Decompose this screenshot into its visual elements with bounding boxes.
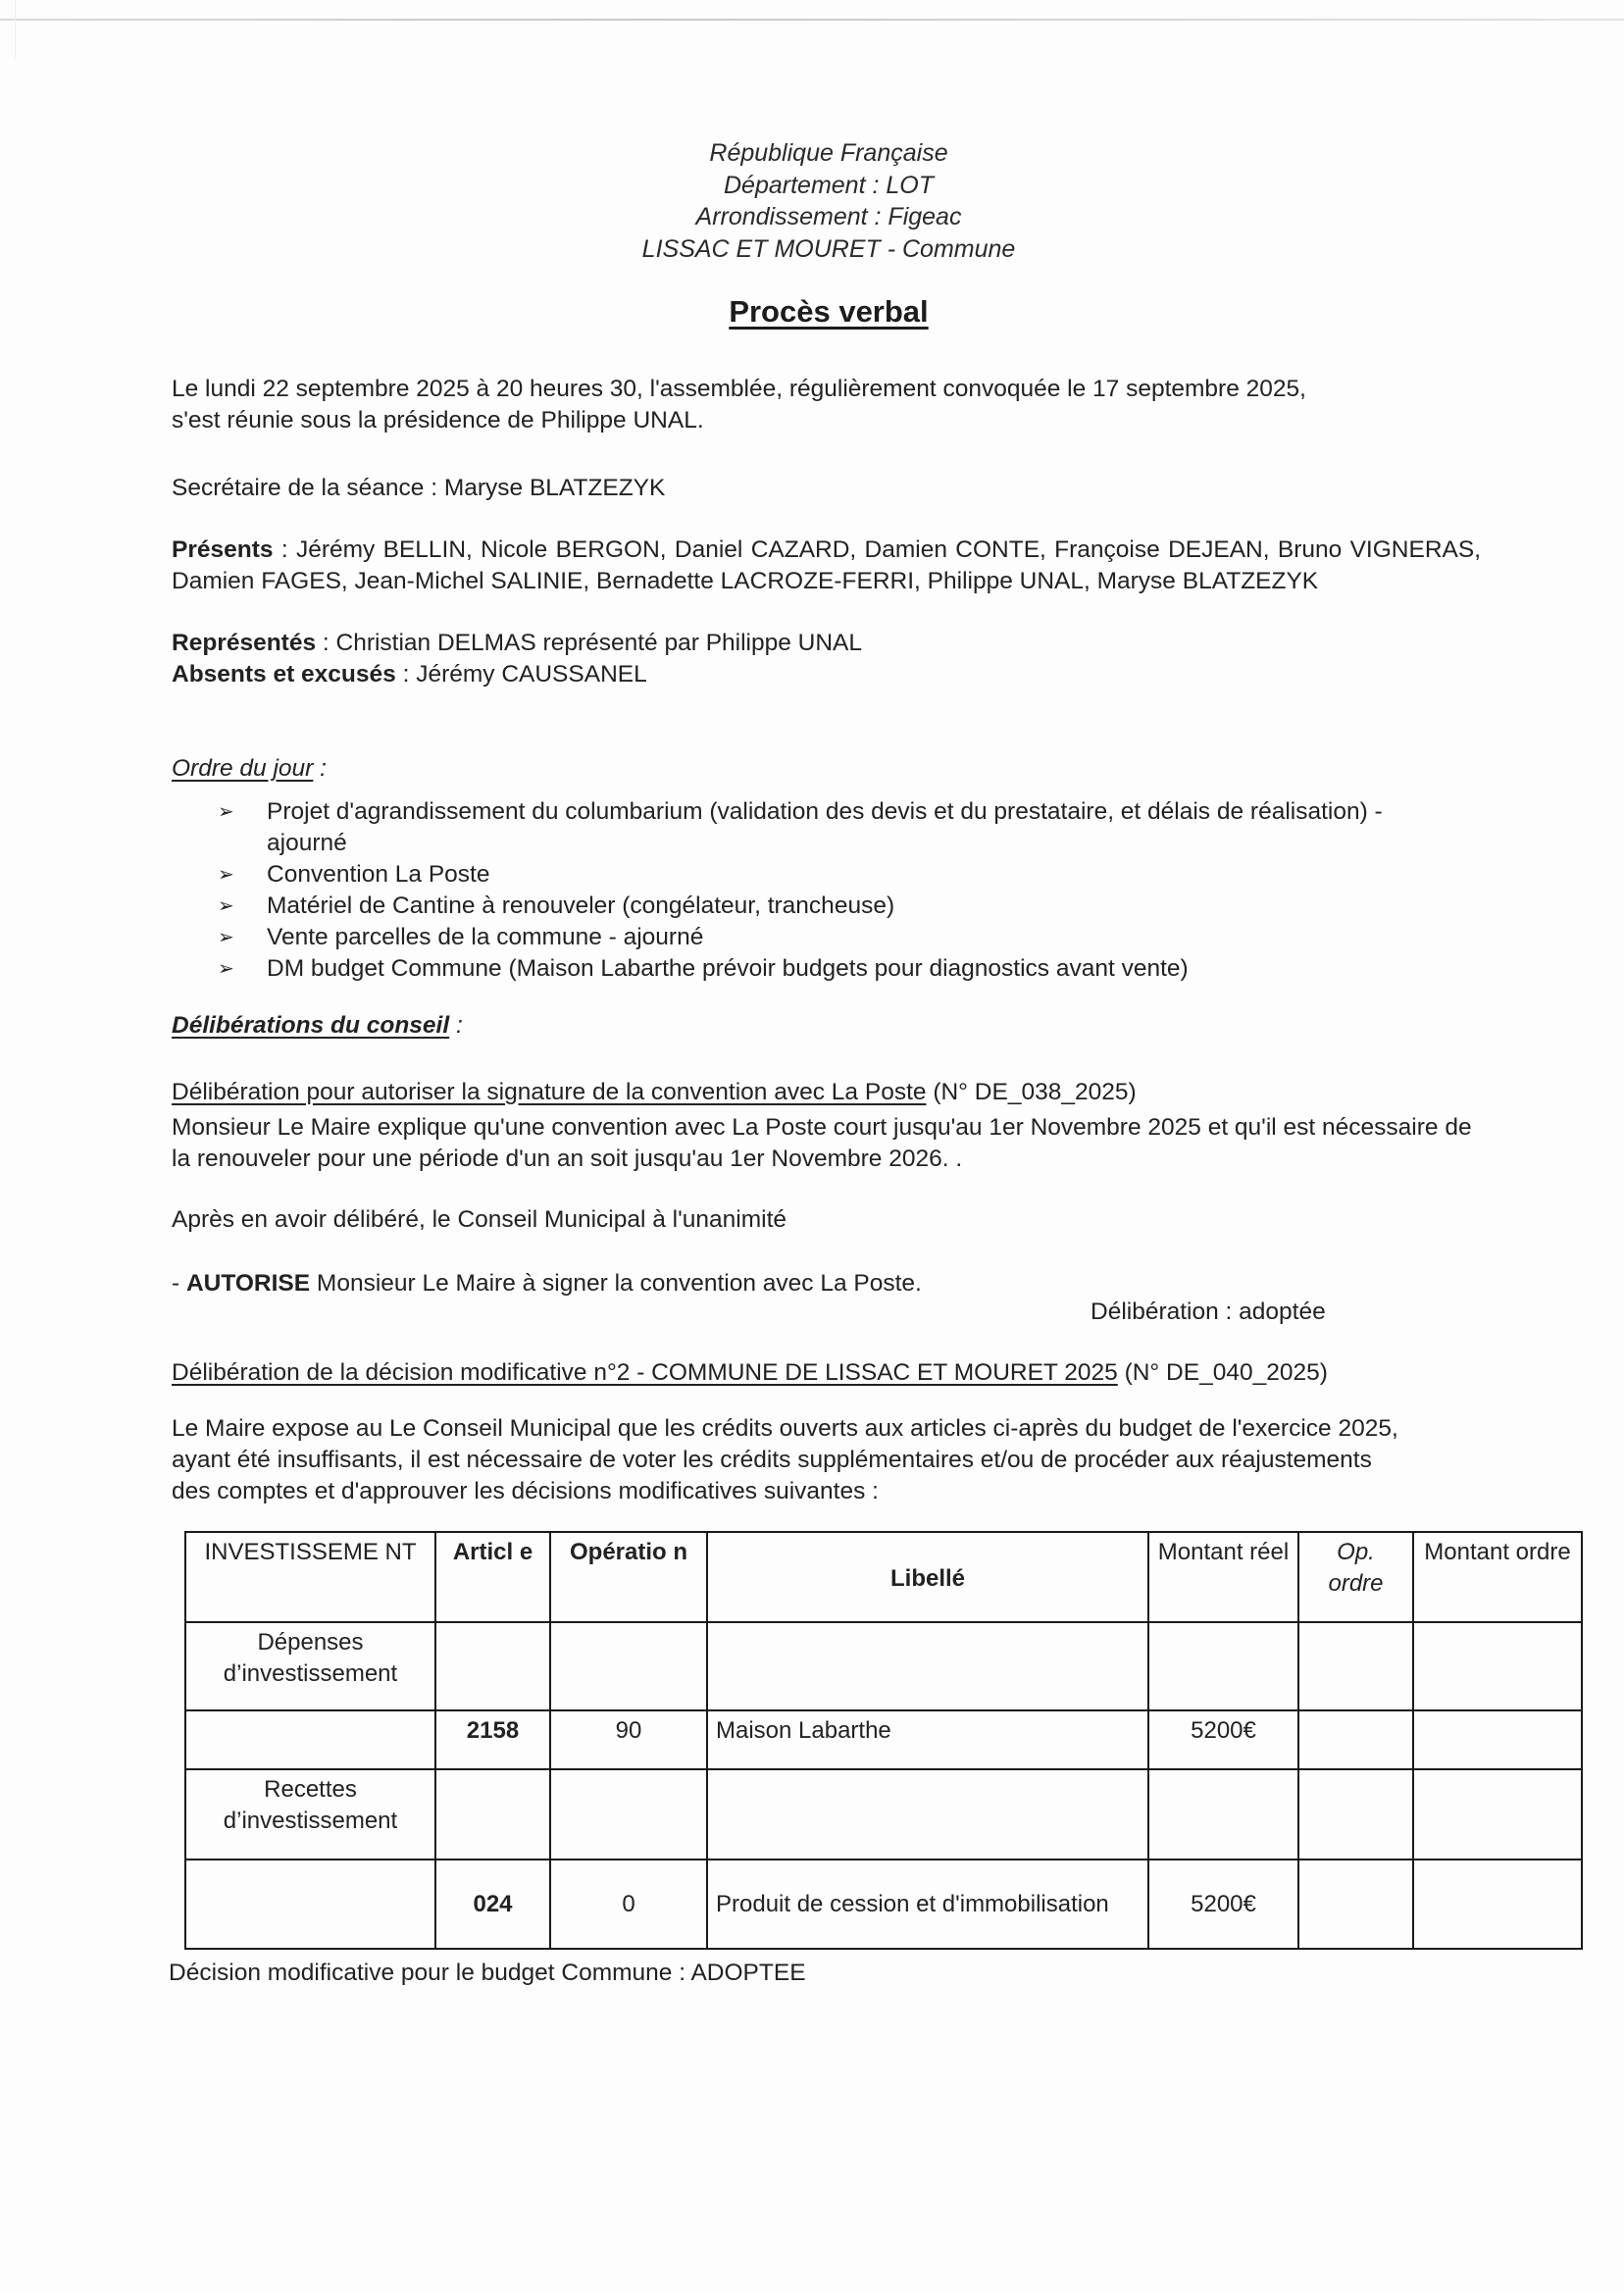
deliberations-heading <box>172 1010 463 1042</box>
cell-operation: 90 <box>550 1710 707 1769</box>
represented-label: Représentés <box>172 630 317 656</box>
cell-label: Maison Labarthe <box>707 1710 1148 1769</box>
arrow-bullet-icon: ➢ <box>218 801 234 823</box>
arrow-bullet-icon: ➢ <box>218 864 234 886</box>
present-members <box>172 535 1481 597</box>
cell-article <box>435 1769 550 1860</box>
cell-amount-real <box>1148 1769 1298 1860</box>
table-row <box>185 1769 1582 1860</box>
cell-op-order <box>1298 1769 1413 1860</box>
present-value: : Jérémy BELLIN, Nicole BERGON, Daniel CAZARD, Damien CONTE, Françoise DEJEAN, Bruno VIGNERAS, Damien FAGES, Jean-Michel SALINIE, Bernadette LACROZE-FERRI, Philippe UNAL, Maryse BLATZEZYK <box>172 536 1481 594</box>
cell-article: 2158 <box>435 1710 550 1769</box>
agenda-item-text: Convention La Poste <box>267 861 490 888</box>
cell-section: Recettes d’investissement <box>185 1769 435 1860</box>
agenda-item <box>218 922 1424 953</box>
deliberation-2-ref: (N° DE_040_2025) <box>1117 1359 1328 1386</box>
cell-operation <box>550 1622 707 1710</box>
agenda-item-text: Projet d'agrandissement du columbarium (validation des devis et du prestataire, et délais de réalisation) - ajourné <box>267 798 1383 856</box>
deliberation-2-result: Décision modificative pour le budget Commune : ADOPTEE <box>169 1960 806 1986</box>
agenda-heading-suffix: : <box>313 755 327 782</box>
deliberation-1-result: Délibération : adoptée <box>1091 1299 1326 1325</box>
header-line-arrondissement: Arrondissement : Figeac <box>695 203 962 230</box>
intro-line-2: s'est réunie sous la présidence de Philippe UNAL. <box>172 407 704 433</box>
col-header-op-order: Op. ordre <box>1298 1532 1413 1622</box>
col-header-section: INVESTISSEME NT <box>185 1532 435 1622</box>
agenda-item <box>218 953 1424 985</box>
header-line-republic: République Française <box>709 139 948 167</box>
cell-amount-real <box>1148 1622 1298 1710</box>
cell-amount-order <box>1413 1710 1582 1769</box>
cell-article <box>435 1622 550 1710</box>
cell-label <box>707 1769 1148 1860</box>
cell-label: Produit de cession et d'immobilisation <box>707 1860 1148 1949</box>
agenda-item-text: Matériel de Cantine à renouveler (congélateur, trancheuse) <box>267 892 895 919</box>
table-row <box>185 1860 1582 1949</box>
col-header-article: Articl e <box>435 1532 550 1622</box>
col-header-amount-order: Montant ordre <box>1413 1532 1582 1622</box>
arrow-bullet-icon: ➢ <box>218 895 234 917</box>
deliberations-heading-suffix: : <box>449 1012 463 1039</box>
col-header-amount-real: Montant réel <box>1148 1532 1298 1622</box>
absent-members <box>172 659 647 690</box>
col-header-operation: Opératio n <box>550 1532 707 1622</box>
document-title-text: Procès verbal <box>729 294 929 329</box>
cell-op-order <box>1298 1860 1413 1949</box>
cell-article: 024 <box>435 1860 550 1949</box>
deliberation-2-title-text: Délibération de la décision modificative n°2 - COMMUNE DE LISSAC ET MOURET 2025 <box>172 1359 1118 1386</box>
decision-prefix: - <box>172 1270 186 1297</box>
deliberation-2-body: Le Maire expose au Le Conseil Municipal que les crédits ouverts aux articles ci-après du budget de l'exercice 2025, ayant été insuffisants, il est nécessaire de voter les crédits supplémentaires et/ou de procéder aux réajustements des comptes et d'approuver les décisions modificatives suivantes : <box>172 1415 1398 1504</box>
cell-label <box>707 1622 1148 1710</box>
header-line-department: Département : LOT <box>724 171 934 199</box>
deliberation-1-after: Après en avoir délibéré, le Conseil Municipal à l'unanimité <box>172 1206 787 1233</box>
municipality-header <box>0 137 1624 265</box>
deliberation-1-title <box>172 1077 1137 1108</box>
present-label: Présents <box>172 536 274 563</box>
arrow-bullet-icon: ➢ <box>218 958 234 980</box>
deliberation-1-ref: (N° DE_038_2025) <box>926 1079 1137 1105</box>
cell-amount-order <box>1413 1769 1582 1860</box>
agenda-item <box>218 891 1424 922</box>
cell-amount-real: 5200€ <box>1148 1860 1298 1949</box>
col-header-label: Libellé <box>707 1532 1148 1622</box>
agenda-heading <box>172 753 327 785</box>
cell-op-order <box>1298 1622 1413 1710</box>
table-row <box>185 1710 1582 1769</box>
deliberation-1-title-text: Délibération pour autoriser la signature de la convention avec La Poste <box>172 1079 927 1105</box>
agenda-item <box>218 796 1424 859</box>
agenda-item <box>218 859 1424 891</box>
cell-section <box>185 1860 435 1949</box>
represented-value: : Christian DELMAS représenté par Philippe UNAL <box>316 630 863 656</box>
table-row <box>185 1622 1582 1710</box>
cell-amount-order <box>1413 1860 1582 1949</box>
cell-amount-real: 5200€ <box>1148 1710 1298 1769</box>
deliberation-1-body: Monsieur Le Maire explique qu'une convention avec La Poste court jusqu'au 1er Novembre 2025 et qu'il est nécessaire de la renouveler pour une période d'un an soit jusqu'au 1er Novembre 2026. . <box>172 1114 1472 1172</box>
agenda-list <box>218 796 1424 985</box>
agenda-item-text: DM budget Commune (Maison Labarthe prévoir budgets pour diagnostics avant vente) <box>267 955 1189 982</box>
agenda-heading-text: Ordre du jour <box>172 755 314 782</box>
cell-section: Dépenses d’investissement <box>185 1622 435 1710</box>
cell-section <box>185 1710 435 1769</box>
deliberation-2-title <box>172 1357 1328 1389</box>
cell-amount-order <box>1413 1622 1582 1710</box>
header-line-commune: LISSAC ET MOURET - Commune <box>641 234 1016 263</box>
decision-text: Monsieur Le Maire à signer la convention avec La Poste. <box>310 1270 922 1297</box>
cell-op-order <box>1298 1710 1413 1769</box>
budget-modification-table <box>184 1531 1583 1950</box>
arrow-bullet-icon: ➢ <box>218 927 234 948</box>
absent-value: : Jérémy CAUSSANEL <box>395 661 647 688</box>
decision-keyword: AUTORISE <box>185 1270 311 1297</box>
table-header-row <box>185 1532 1582 1622</box>
agenda-item-text: Vente parcelles de la commune - ajourné <box>267 924 704 950</box>
represented-members <box>172 628 862 659</box>
secretary-line: Secrétaire de la séance : Maryse BLATZEZYK <box>172 475 666 501</box>
absent-label: Absents et excusés <box>172 661 396 688</box>
cell-operation <box>550 1769 707 1860</box>
intro-line-1: Le lundi 22 septembre 2025 à 20 heures 30, l'assemblée, régulièrement convoquée le 17 septembre 2025, <box>172 376 1306 402</box>
deliberations-heading-text: Délibérations du conseil <box>172 1012 450 1039</box>
cell-operation: 0 <box>550 1860 707 1949</box>
deliberation-1-decision <box>172 1268 922 1299</box>
document-title <box>0 294 1624 330</box>
